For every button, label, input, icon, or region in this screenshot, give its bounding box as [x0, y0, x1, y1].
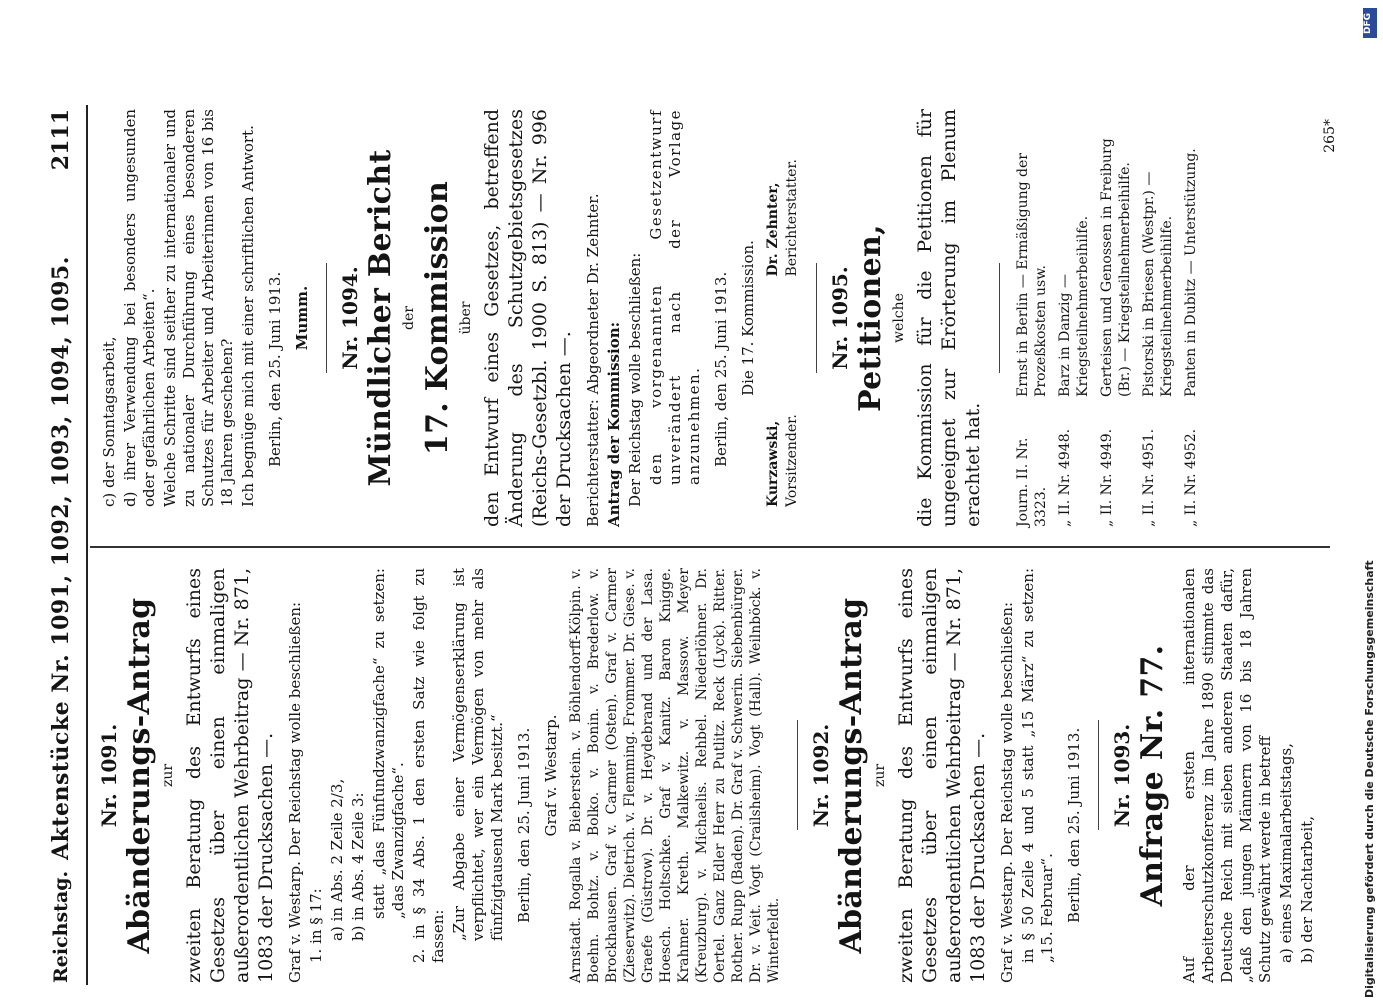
doc1091-lead: zweiten Beratung des Entwurfs eines Gesetzes über einen einmaligen außerordentlichen Wehrbeitrag — Nr. 871, 1083 der Drucksachen —. — [183, 568, 277, 983]
doc1093-title: Anfrage Nr. 77. — [1135, 644, 1170, 907]
credit-text: Digitalisierung gefördert durch die Deutsche Forschungsgemeinschaft — [1363, 560, 1376, 998]
doc1094-antrag-intro: Der Reichstag wolle beschließen: — [626, 252, 644, 507]
doc1092-zur: zur — [872, 763, 888, 788]
doc1091-signature: Graf v. Westarp. — [542, 714, 560, 837]
doc1093-body: Auf der ersten internationalen Arbeiterschutzkonferenz im Jahre 1890 stimmte das Deutsche Reich mit sieben anderen Staaten dafür, „daß den jungen Männern von 16 bis 18 Jahren Schutz gewährt werde in betreff — [1180, 568, 1274, 983]
doc1093-number: Nr. 1093. — [1110, 723, 1134, 828]
doc1094-chair: Kurzawski, — [765, 420, 781, 507]
doc1091-item2-quote: „Zur Abgabe einer Vermögenserklärung ist verpflichtet, wer ein Vermögen von mehr als fünfzigtausend Mark besitzt.“ — [450, 568, 506, 941]
doc1094-ueber: über — [458, 301, 474, 335]
section-rule — [1098, 721, 1099, 831]
doc1092-title: Abänderungs-Antrag — [834, 597, 869, 954]
doc1093-item-c: c) der Sonntagsarbeit, — [100, 336, 118, 507]
petition-row — [1098, 109, 1134, 527]
doc1092-body: in § 50 Zeile 4 und 5 statt „15 März“ zu setzen: „15. Februar“. — [1019, 568, 1056, 963]
doc1094-antrag-text: den vorgenannten Gesetzentwurf unverändert nach der Vorlage anzunehmen. — [647, 109, 703, 485]
petition-text: Ernst in Berlin — Ermäßigung der Prozeßkosten usw. — [1015, 153, 1049, 397]
doc1095-number: Nr. 1095. — [828, 266, 852, 370]
doc1092-number: Nr. 1092. — [809, 723, 833, 828]
petition-row — [1182, 109, 1200, 527]
doc1091-item1a: a) in Abs. 2 Zeile 2/3, — [328, 778, 346, 941]
doc1091-cosigners: Arnstadt. Rogalla v. Bieberstein. v. Böhlendorff-Kölpin. v. Boehn. Bohtz. v. Bolko. v. Bonin. v. Brederlow. v. Brockhausen. Graf v. Carmer (Osten). Graf v. Carmer (Zieserwitz). Dietrich. v. Flemming. Frommer. Dr. Giese. v. Graefe (Güstrow). Dr. v. Heydebrand und der Lasa. Hoesch. Holtschke. Graf v. Kanitz. Baron Knigge. Krahmer. Kreth. Malkewitz. v. Massow. Meyer (Kreuzburg). v. Michaelis. Rehbel. Niederlöhner. Dr. Oertel. Ganz Edler Herr zu Putlitz. Reck (Lyck). Ritter. Rother. Rupp (Baden). Dr. Graf v. Schwerin. Siebenbürger. Dr. v. Veit. Vogt (Crailsheim). Vogt (Hall). Weilnböck. v. Winterfeldt. — [568, 568, 782, 983]
petition-row — [1056, 109, 1092, 527]
doc1093-item-d: d) ihrer Verwendung bei besonders ungesunden oder gefährlichen Arbeiten“. — [121, 109, 158, 507]
doc1091-item1b: b) in Abs. 4 Zeile 3: — [349, 792, 367, 941]
petition-journal-no: „ II. Nr. 4951. — [1141, 428, 1157, 527]
sheet-signature: 265* — [1322, 119, 1338, 153]
page-number: 2111 — [48, 109, 74, 171]
doc1094-commission: 17. Kommission — [420, 180, 455, 456]
doc1093-item-b: b) der Nachtarbeit, — [1298, 816, 1316, 963]
doc1094-signatories — [764, 109, 802, 527]
petition-row — [1140, 109, 1176, 527]
petition-journal-no: „ II. Nr. 4952. — [1183, 428, 1199, 527]
doc1092-lead: zweiten Beratung des Entwurfs eines Gesetzes über einen einmaligen außerordentlichen Wehrbeitrag — Nr. 871, 1083 der Drucksachen —. — [895, 568, 989, 983]
petition-text: Barz in Danzig — Kriegsteilnehmerbeihilfe. — [1057, 215, 1091, 397]
doc1094-chair-role: Vorsitzender. — [784, 414, 800, 507]
doc1091-title: Abänderungs-Antrag — [122, 597, 157, 954]
doc1095-lead: die Kommission für die Petitionen für ungeeignet zur Erörterung im Plenum erachtet hat. — [914, 109, 984, 527]
petition-text: Panten in Dubitz — Unterstützung. — [1183, 148, 1199, 397]
section-rule — [999, 263, 1000, 373]
doc1094-reporter: Berichterstatter: Abgeordneter Dr. Zehnter. — [584, 193, 602, 527]
doc1091-item1: 1. in § 17: — [307, 888, 325, 963]
doc1094-title: Mündlicher Bericht — [363, 149, 398, 487]
petition-journal-no: „ II. Nr. 4949. — [1099, 428, 1115, 527]
page-header — [40, 105, 88, 985]
section-rule — [816, 263, 817, 373]
right-column — [98, 109, 1340, 527]
column-divider — [90, 546, 1330, 548]
doc1093-date: Berlin, den 25. Juni 1913. — [266, 271, 284, 467]
header-title: Aktenstücke Nr. 1091, 1092, 1093, 1094, 1095. — [48, 256, 74, 860]
doc1094-date: Berlin, den 25. Juni 1913. — [712, 271, 730, 467]
doc1094-antrag: Antrag der Kommission: — [605, 321, 623, 527]
doc1093-question: Welche Schritte sind seither zu internationaler und zu nationaler Durchführung eines besonderen Schutzes für Arbeiter und Arbeiterinnen von 16 bis 18 Jahren geschehen? — [161, 109, 236, 507]
doc1091-number: Nr. 1091. — [97, 723, 121, 828]
doc1091-item2: 2. in § 34 Abs. 1 den ersten Satz wie folgt zu fassen: — [410, 568, 447, 963]
doc1094-reporter-role: Berichterstatter. — [784, 159, 800, 277]
dfg-logo: DFG — [1363, 8, 1377, 38]
doc1093-answer: Ich begnüge mich mit einer schriftlichen Antwort. — [239, 125, 257, 507]
doc1091-zur: zur — [160, 763, 176, 788]
doc1091-item1c: statt „das Fünfundzwanzigfache“ zu setzen: „das Zwanzigfache“. — [370, 568, 407, 919]
petition-row — [1014, 109, 1050, 527]
header-left: Reichstag. — [50, 870, 72, 983]
rotated-page — [40, 105, 1350, 985]
doc1093-signature: Mumm. — [293, 285, 311, 351]
petition-text: Pistorski in Briesen (Westpr.) — Kriegsteilnehmerbeihilfe. — [1141, 171, 1175, 397]
digitization-credit — [1363, 8, 1379, 998]
section-rule — [797, 721, 798, 831]
section-rule — [326, 263, 327, 373]
doc1091-date: Berlin, den 25. Juni 1913. — [515, 727, 533, 923]
petition-list — [1014, 109, 1200, 527]
doc1094-commission-sign: Die 17. Kommission. — [739, 240, 757, 396]
petition-journal-no: Journ. II. Nr. 3323. — [1015, 437, 1049, 527]
doc1094-number: Nr. 1094. — [338, 266, 362, 370]
doc1095-title: Petitionen, — [853, 224, 888, 412]
doc1092-date: Berlin, den 25. Juni 1913. — [1065, 727, 1083, 923]
doc1092-intro: Graf v. Westarp. Der Reichstag wolle beschließen: — [998, 601, 1016, 983]
doc1093-item-a: a) eines Maximalarbeitstags, — [1277, 743, 1295, 963]
doc1094-lead: den Entwurf eines Gesetzes, betreffend Änderung des Schutzgebietsgesetzes (Reichs-Gesetzbl. 1900 S. 813) — Nr. 996 der Drucksachen —. — [481, 109, 575, 527]
doc1094-reporter-sign: Dr. Zehnter, — [765, 182, 781, 277]
doc1091-intro: Graf v. Westarp. Der Reichstag wolle beschließen: — [286, 601, 304, 983]
petition-text: Gerteisen und Genossen in Freiburg (Br.) — Kriegsteilnehmerbeihilfe. — [1099, 138, 1133, 397]
doc1095-welche: welche — [891, 293, 907, 343]
petition-journal-no: „ II. Nr. 4948. — [1057, 428, 1073, 527]
left-column — [98, 568, 1340, 983]
doc1094-der: der — [401, 306, 417, 330]
